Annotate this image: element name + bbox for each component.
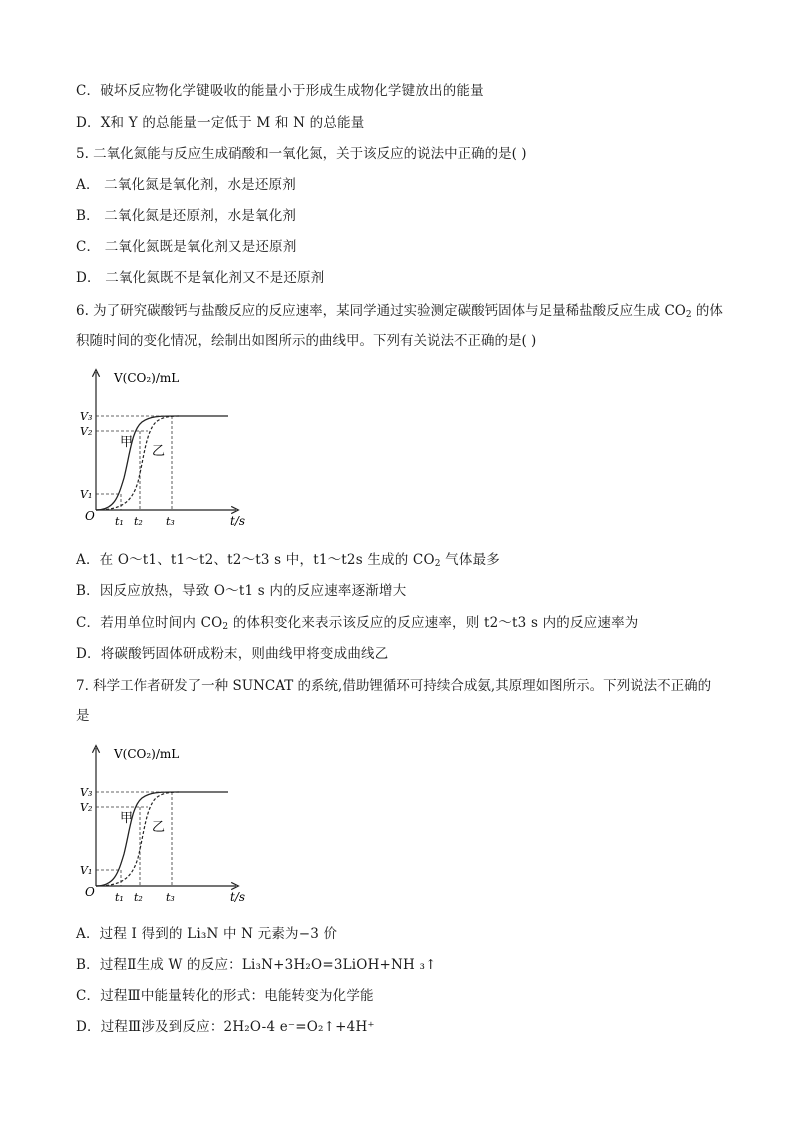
graph-origin: O: [85, 509, 95, 523]
q7-option-b: B．过程Ⅱ生成 W 的反应：Li₃N+3H₂O=3LiOH+NH ₃↑: [76, 957, 437, 973]
curve-yi: [96, 792, 180, 886]
q5-option-c: C． 二氧化氮既是氧化剂又是还原剂: [76, 239, 297, 255]
graph-y-tick-v3: V₃: [80, 786, 93, 799]
graph-y-tick-v2: V₂: [80, 801, 93, 814]
curve-yi-label: 乙: [152, 820, 166, 835]
q4-option-c: C．破坏反应物化学键吸收的能量小于形成生成物化学键放出的能量: [76, 83, 484, 99]
q7-stem-line2: 是: [76, 708, 90, 724]
curve-jia: [96, 416, 228, 510]
curve-yi: [96, 416, 180, 510]
graph-y-axis-label: V(CO₂)/mL: [114, 371, 180, 385]
q6-stem-line1: 6. 为了研究碳酸钙与盐酸反应的反应速率，某同学通过实验测定碳酸钙固体与足量稀盐酸反应生成 $CO_2$ 的体: [76, 303, 723, 320]
q4-option-d: D．X和 Y 的总能量一定低于 M 和 N 的总能量: [76, 115, 365, 131]
graph-x-tick-t2: t₂: [134, 891, 143, 904]
graph-x-tick-t1: t₁: [115, 891, 124, 904]
curve-jia-label: 甲: [120, 435, 134, 450]
graph-origin: O: [85, 885, 95, 899]
q7-option-c: C．过程Ⅲ中能量转化的形式：电能转变为化学能: [76, 988, 374, 1004]
graph-x-tick-t3: t₃: [166, 891, 175, 904]
curve-jia-label: 甲: [120, 811, 134, 826]
graph-x-axis-label: t/s: [230, 890, 246, 904]
graph-x-axis-label: t/s: [230, 514, 246, 528]
q6-option-a: A．在 O～t1、t1～t2、t2～t3 s 中，t1～t2s 生成的 $CO_2$ 气体最多: [76, 552, 500, 569]
q6-graph: [76, 366, 256, 536]
curve-yi-label: 乙: [152, 444, 166, 459]
curve-jia: [96, 792, 228, 886]
q7-graph: [76, 742, 256, 912]
q6-stem-line2: 积随时间的变化情况，绘制出如图所示的曲线甲。下列有关说法不正确的是( ): [76, 333, 537, 349]
q5-option-d: D． 二氧化氮既不是氧化剂又不是还原剂: [76, 270, 325, 286]
graph-y-tick-v1: V₁: [80, 864, 93, 877]
graph-x-tick-t1: t₁: [115, 515, 124, 528]
graph-y-tick-v3: V₃: [80, 410, 93, 423]
q7-stem-line1: 7. 科学工作者研发了一种 SUNCAT 的系统,借助锂循环可持续合成氨,其原理如图所示。下列说法不正确的: [76, 678, 712, 694]
q7-option-a: A．过程 I 得到的 Li₃N 中 N 元素为−3 价: [76, 926, 338, 942]
graph-y-axis-label: V(CO₂)/mL: [114, 747, 180, 761]
graph-x-tick-t2: t₂: [134, 515, 143, 528]
q5-option-a: A． 二氧化氮是氧化剂，水是还原剂: [76, 177, 296, 193]
q5-option-b: B． 二氧化氮是还原剂，水是氧化剂: [76, 208, 297, 224]
q6-option-b: B．因反应放热，导致 O～t1 s 内的反应速率逐渐增大: [76, 583, 407, 599]
graph-y-tick-v1: V₁: [80, 488, 93, 501]
graph-x-tick-t3: t₃: [166, 515, 175, 528]
q6-option-d: D．将碳酸钙固体研成粉末，则曲线甲将变成曲线乙: [76, 646, 389, 662]
q6-option-c: C．若用单位时间内 $CO_2$ 的体积变化来表示该反应的反应速率，则 t2～t3 s 内的反应速率为: [76, 615, 639, 632]
graph-y-tick-v2: V₂: [80, 425, 93, 438]
q5-stem: 5. 二氧化氮能与反应生成硝酸和一氧化氮，关于该反应的说法中正确的是( ): [76, 146, 527, 162]
q7-option-d: D．过程Ⅲ涉及到反应：2H₂O-4 e⁻=O₂↑+4H⁺: [76, 1019, 375, 1035]
